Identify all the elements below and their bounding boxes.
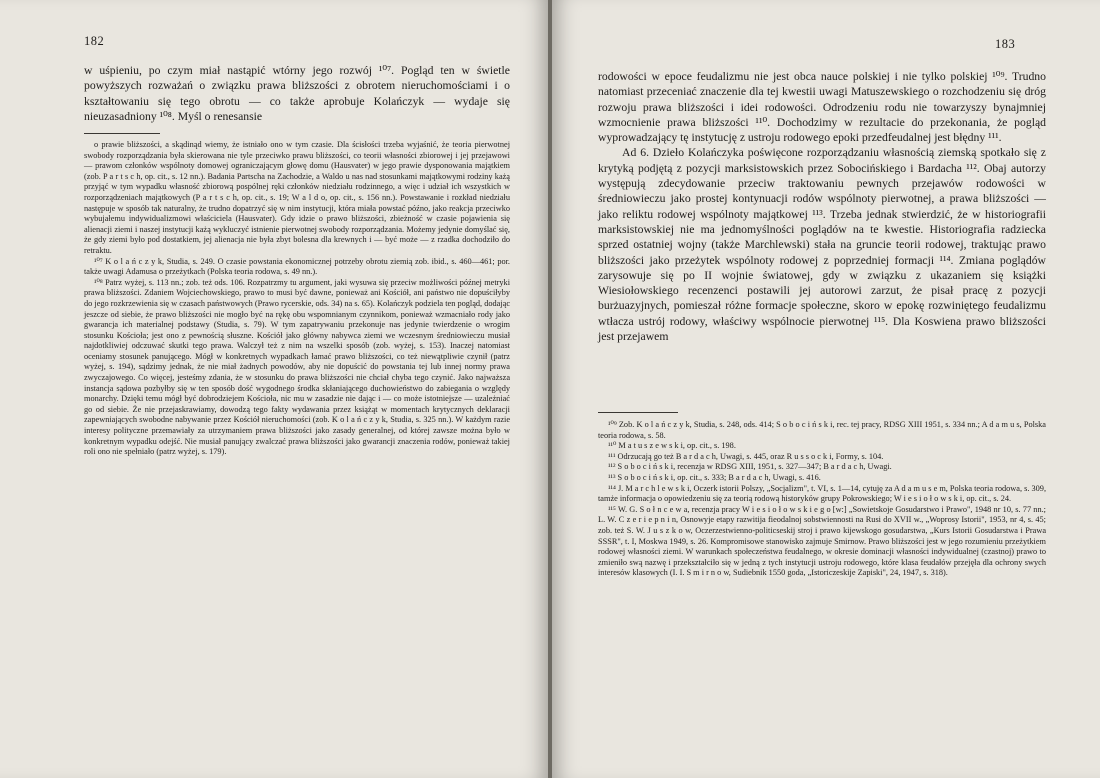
footnote-107: ¹⁰⁷ K o l a ń c z y k, Studia, s. 249. O czasie powstania ekonomicznej potrzeby obrotu ziemią zob. ibid., s. 460—461; por. także uwagi Adamusa o przeżytkach (Polska teoria rodowa, s. 49 nn.). <box>84 256 510 277</box>
footnote-113: ¹¹³ S o b o c i ń s k i, op. cit., s. 333; B a r d a c h, Uwagi, s. 416. <box>608 472 821 482</box>
right-body-text <box>598 69 1046 344</box>
page-number-right: 183 <box>995 37 1016 51</box>
right-footnotes <box>598 420 1046 579</box>
right-paragraph-1: rodowości w epoce feudalizmu nie jest obca nauce polskiej i nie tylko polskiej ¹⁰⁹. Trudno natomiast przeceniać znaczenie dla tej kwestii uwagi Matuszewskiego o rozchodzeniu się dróg rozwoju prawa bliższości i idei rodowości. Odrodzeniu rodu nie towarzyszy bynajmniej wzmocnienie prawa bliższości ¹¹⁰. Dochodzimy w rezultacie do przekonania, że pogląd wyprowadzający tę instytucję z ustroju rodowego epoki przedfeudalnej jest błędny ¹¹¹. <box>598 70 1046 145</box>
footnote-111: ¹¹¹ Odrzucają go też B a r d a c h, Uwagi, s. 445, oraz R u s s o c k i, Formy, s. 104. <box>608 451 884 461</box>
footnote-separator-left <box>84 133 160 134</box>
footnote-separator-right <box>598 412 678 413</box>
footnote-115: ¹¹⁵ W. G. S o ł n c e w a, recenzja pracy W i e s i o ł o w s k i e g o [w:] „Sowietskoje Gosudarstwo i Prawo", 1948 nr 10, s. 77 nn.; L. W. C z e r i e p n i n, Osnowyje etapy razwitija fieodalnoj sobstwiennosti na Rusi do XVII w., „Woprosy Istorii", 1953, nr 4, s. 45; zob. też S. W. J u s z k o w, Oczerzestwienno-politicseskij stroj i prawo kijewskogo gosudarstwa, „Kurs Istorii Gosudarstwa i Prawa SSSR", t. I, Moskwa 1949, s. 26. Kompromisowe stanowisko zajmuje Smirnow. Prawo bliższości jest w jego rozumieniu przeżytkiem rodowej własności ziemi. W warunkach społeczeństwa feudalnego, w okresie dominacji własności indywidualnej (czastnoj) prawo to zmieniło swą nazwę i przekształciło się w jedną z tych instytucji ustroju rodowego, które klasa feudałów przejęła dla ochrony swych interesów klasowych (I. I. S m i r n o w, Sudiebnik 1550 goda, „Istoriczeskije Zapiski", 24, 1947, s. 318). <box>598 504 1046 578</box>
footnote-109: ¹⁰⁹ Zob. K o l a ń c z y k, Studia, s. 248, ods. 414; S o b o c i ń s k i, rec. tej pracy, RDSG XIII 1951, s. 334 nn.; A d a m u s, Polska teoria rodowa, s. 58. <box>598 420 1046 440</box>
left-body-text: w uśpieniu, po czym miał nastąpić wtórny jego rozwój ¹⁰⁷. Pogląd ten w świetle powyższych rozważań o związku prawa bliższości z obrotem nieruchomościami i o kształtowaniu się tego obrotu — co także aprobuje Kolańczyk — wydaje się nieuzasadniony ¹⁰⁸. Myśl o renesansie <box>84 64 510 123</box>
footnote-108: ¹⁰⁸ Patrz wyżej, s. 113 nn.; zob. też ods. 106. Rozpatrzmy tu argument, jaki wysuwa się przeciw możliwości późnej metryki prawa bliższości. Zdaniem Wojciechowskiego, prawo to musi być dawne, ponieważ ani Kościół, ani państwo nie dopuściłyby do jego rozkrzewienia się w czasach państwowych (Prawo rycerskie, ods. 34) na s. 65). Kolańczyk podziela ten pogląd, dodając jeszcze od siebie, że prawo bliższości nie mogło być na rękę obu wspomnianym czynnikom, ponieważ wzmacniało rody jako gwarancja ich materialnej podstawy (Studia, s. 79). W tym zapatrywaniu przekonuje nas jedynie twierdzenie o wrogim stosunku Kościoła; jest ono z pewnością słuszne. Kościół jako główny nabywca ziemi we wczesnym średniowieczu musiał najdotkliwiej odczuwać skutki tego prawa. Walczył też z nim na wszelki sposób (zob. wyżej, s. 153). Inaczej natomiast oceniamy stosunek panującego. Mógł w konkretnych wypadkach łamać prawo bliższości, co też niewątpliwie czynił (patrz wyżej, s. 194), sądzimy jednak, że nie miał żadnych powodów, aby nie dopuścić do powstania tej lub innej normy prawa zwyczajowego. Co więcej, jesteśmy zdania, że w stosunku do prawa bliższości nie chciał chyba tego czynić. Jako najważsza instancja sądowa pozbyłby się w ten sposób dość wygodnego środka skłaniającego duchowieństwo do zabiegania o względy monarchy. Dzięki temu mógł być dobrodziejem Kościoła, nic mu w zasadzie nie dając i — co może istotniejsze — uzależniać go od siebie. Że nie przejaskrawiamy, dowodzą tego fakty wydawania przez książąt w momentach krytycznych deklaracji zapewniających swobodne nabywanie przez Kościół nieruchomości (zob. K o l a ń c z y k, Studia, s. 325 nn.). W każdym razie interesy polityczne przemawiały za utrzymaniem prawa bliższości jako zasady generalnej, od której zawsze można było w konkretnym wypadku odejść. Nie musiał panujący zwalczać prawa bliższości jako gwarancji znaczenia rodów, ponieważ takiej roli ono nie spełniało (patrz wyżej, s. 179). <box>84 277 510 457</box>
footnote-112: ¹¹² S o b o c i ń s k i, recenzja w RDSG XIII, 1951, s. 327—347; B a r d a c h, Uwagi. <box>608 462 892 472</box>
page-number-left: 182 <box>84 34 105 48</box>
right-page <box>552 0 1100 778</box>
footnote-110: ¹¹⁰ M a t u s z e w s k i, op. cit., s. 198. <box>608 441 736 451</box>
right-paragraph-2: Ad 6. Dzieło Kolańczyka poświęcone rozporządzaniu własnością ziemską spotkało się z krytyką podjętą z pozycji marksistowskich przez Sobocińskiego i Bardacha ¹¹². Obaj autorzy występują zdecydowanie przeciw traktowaniu pewnych przejawów rodowości w średniowieczu jako prostej kontynuacji rodów wspólnoty pierwotnej, a prawa bliższości — jako reliktu rodowej wspólnoty majątkowej ¹¹³. Trzeba jednak stwierdzić, że w historiografii marksistowskiej nie ma jednomyślności poglądów na te kwestie. Historiografia radziecka sprzed ostatniej wojny (także Marchlewski) stała na gruncie teorii rodowej, traktując prawo bliższości jako przeżytek wspólnoty rodowej z poprzedniej formacji ¹¹⁴. Zmiana poglądów zarysowuje się po II wojnie światowej, gdy w związku z ukazaniem się książki Wiesiołowskiego recenzenci postawili jej autorowi zarzut, że pisał pracę z pozycji burżuazyjnych, pomieszał różne formacje społeczne, skoro w epokę rozwiniętego feudalizmu wtłacza ustrój rodowy, właściwy wspólnocie pierwotnej ¹¹⁵. Dla Koswiena prawo bliższości jest przejawem <box>598 146 1046 344</box>
left-page <box>0 0 548 778</box>
left-footnotes <box>84 140 510 458</box>
footnote-114: ¹¹⁴ J. M a r c h l e w s k i, Oczerk istorii Polszy, „Socjalizm", t. VI, s. 1—14, cytuję za A d a m u s e m, Polska teoria rodowa, s. 309, tamże informacja o opowiedzeniu się za teorią rodową historyków grupy Pokrowskiego; W i e s i o ł o w s k i, op. cit., s. 24. <box>598 483 1047 504</box>
footnote-continued: o prawie bliższości, a skądinąd wiemy, że istniało ono w tym czasie. Dla ścisłości trzeba wyjaśnić, że teoria pierwotnej swobody rozporządzania była skierowana nie tyle przeciwko prawu bliższości, co teorii własności zbiorowej i jej przejawowi — prawom członków wspólnoty domowej ograniczającym głowę domu (Hausvater) w jego prawie dysponowania majątkiem (zob. P a r t s c h, op. cit., s. 12 nn.). Badania Partscha na Zachodzie, a Waldo u nas nad stosunkami majątkowymi rodziny każą przyjąć w tym wypadku własność zbiorową pospólnej ręki członków niedziału rodzinnego, a więc i udział ich wszystkich w rozporządzeniach majątkowych (P a r t s c h, op. cit., s. 19; W a l d o, op. cit., s. 156 nn.). Powstawanie i rozkład niedziału następuje w sposób tak naturalny, że trudno dopatrzyć się w nim instytucji, która miała powstać późno, jako reakcja przeciwko wybujałemu indywidualizmowi właściciela (Hausvater). Gdy idzie o prawo bliższości, zbieżność w czasie pojawienia się alienacji ziemi i naszej instytucji każą wykluczyć istnienie pierwotnej swobody rozporządzania. Możemy jedynie domyślać się, że gdy ziemi było pod dostatkiem, jej alienacja nie była zbyt bolesna dla krewnych i — być może — z rzadka dochodziło do retraktu. <box>84 140 510 255</box>
